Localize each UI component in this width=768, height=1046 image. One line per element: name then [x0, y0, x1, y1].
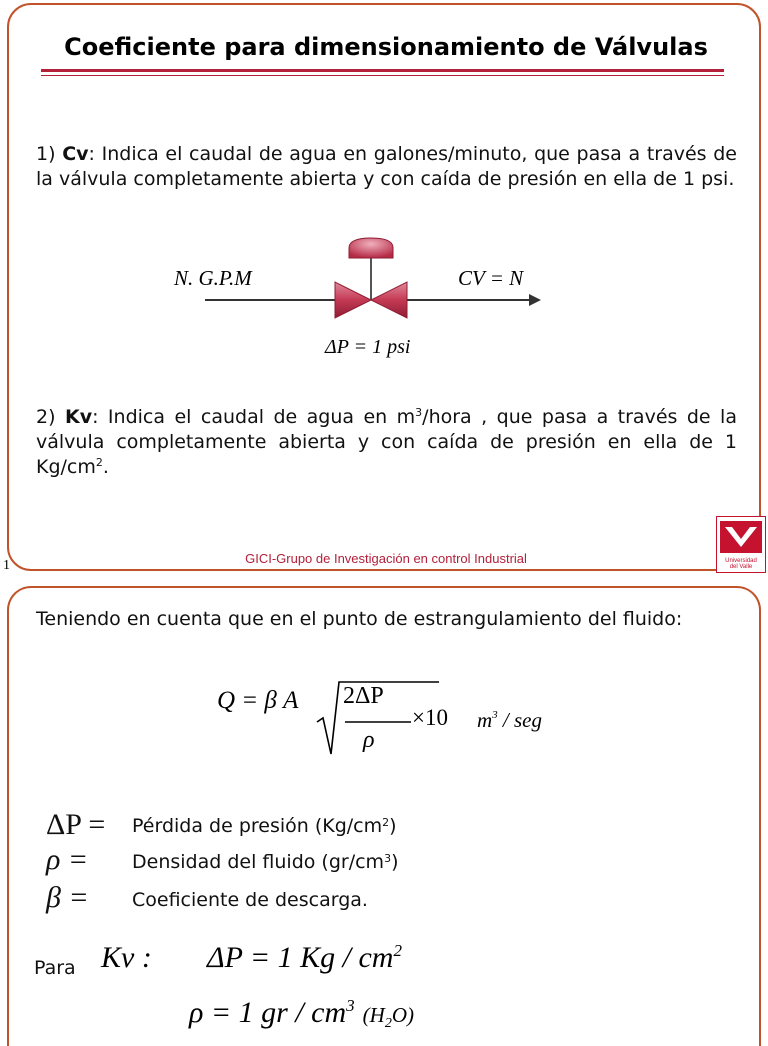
units-base: m [477, 708, 493, 732]
kv-eq1-sup: 2 [393, 941, 402, 960]
legend-end: ) [389, 815, 397, 837]
kv-eq2-note [362, 1003, 414, 1032]
flow-arrow-icon [529, 294, 541, 306]
kv-eq2-sup: 3 [346, 996, 355, 1015]
legend-symbol: ΔP = [46, 808, 106, 841]
legend-desc [132, 815, 397, 837]
kv-eq2-text: ρ = 1 gr / cm [189, 996, 347, 1029]
formula-units [477, 708, 542, 733]
page-number: 1 [3, 558, 10, 573]
kv-eq2-note-start: (H [362, 1003, 385, 1027]
formula-denominator: ρ [363, 727, 375, 753]
title-rule [41, 69, 724, 72]
legend-symbol: ρ = [46, 843, 89, 876]
kv-text-b: /hora , que pasa a través de la válvula completamente abierta y con caída de presión en ella de 1 Kg/cm [36, 406, 737, 478]
formula-times: ×10 [412, 705, 448, 730]
logo-text-line-2: del Valle [729, 564, 753, 570]
gpm-label: N. G.P.M [174, 266, 252, 290]
legend-text: Coeficiente de descarga. [132, 889, 368, 911]
kv-eq-pressure [207, 941, 402, 975]
kv-text-c: . [102, 456, 109, 478]
university-logo [716, 516, 766, 573]
slide-2 [7, 586, 761, 1046]
actuator-dome-icon [349, 238, 393, 258]
valve-body-right [371, 282, 407, 318]
logo-text [717, 558, 765, 570]
intro-paragraph: Teniendo en cuenta que en el punto de estrangulamiento del fluido: [36, 608, 683, 630]
cv-number: 1) [36, 143, 56, 165]
kv-eq-density [189, 996, 414, 1032]
delta-p-label: ΔP = 1 psi [325, 336, 411, 358]
cv-term: Cv [62, 143, 89, 165]
slide-title: Coeficiente para dimensionamiento de Válvulas [64, 33, 708, 61]
units-rest: / seg [497, 708, 542, 732]
cv-label: CV = N [458, 266, 524, 290]
kv-sup-a: 3 [415, 406, 423, 419]
footer-text: GICI-Grupo de Investigación en control Industrial [245, 551, 527, 566]
logo-mark-icon [717, 517, 765, 557]
legend-sup: 2 [382, 816, 390, 829]
cv-text: : Indica el caudal de agua en galones/minuto, que pasa a través de la válvula completamente abierta y con caída de presión en ella de 1 psi. [36, 143, 737, 190]
valve-body-left [335, 282, 371, 318]
slide-1 [7, 3, 761, 571]
kv-sup-b: 2 [95, 456, 103, 469]
legend-symbol: β = [46, 881, 89, 914]
formula-numerator: 2ΔP [343, 683, 384, 709]
kv-number: 2) [36, 406, 56, 428]
legend-desc [132, 889, 368, 911]
kv-eq2-note-end: O) [391, 1003, 414, 1027]
legend-row [9, 843, 768, 883]
para-label: Para [34, 957, 76, 979]
title-rule-thin [41, 75, 724, 76]
legend-desc [132, 851, 399, 873]
legend-end: ) [391, 851, 399, 873]
cv-paragraph [36, 142, 737, 192]
legend-text: Densidad del fluido (gr/cm [132, 851, 385, 873]
kv-eq1-text: ΔP = 1 Kg / cm [207, 941, 394, 974]
kv-paragraph [36, 405, 737, 480]
kv-term: Kv [64, 406, 93, 428]
legend-row [9, 881, 768, 921]
legend-sup: 3 [384, 852, 392, 865]
kv-text-a: : Indica el caudal de agua en m [92, 406, 416, 428]
logo-text-line-1: Universidad [725, 558, 757, 564]
kv-eq2-note-sub: 2 [384, 1016, 392, 1032]
legend-text: Pérdida de presión (Kg/cm [132, 815, 383, 837]
legend-row [9, 808, 768, 848]
kv-label: Kv : [101, 941, 152, 974]
formula-lhs: Q = β A [217, 687, 299, 714]
units-sup: 3 [492, 709, 498, 721]
